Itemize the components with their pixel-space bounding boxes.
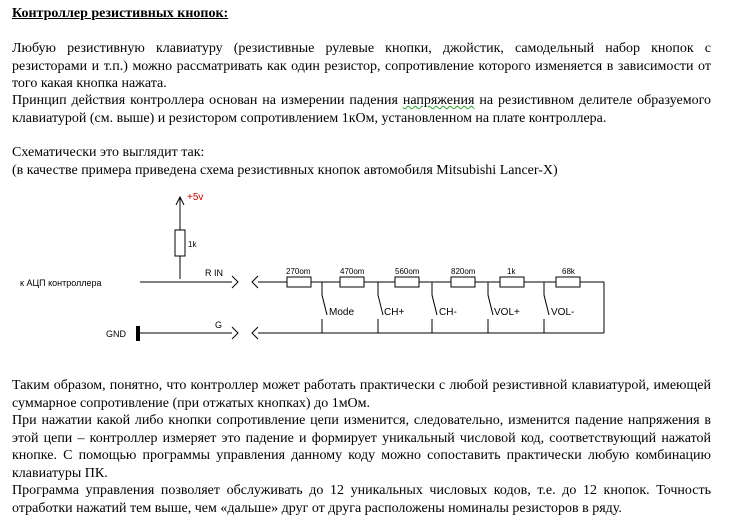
button-label: CH+: [384, 307, 405, 318]
resistor-label: 1k: [507, 267, 516, 276]
switch-mode: [322, 282, 327, 333]
conclusion-paragraph-3: Программа управления позволяет обслуживать до 12 уникальных числовых кодов, т.е. до 12 кнопок. Точность отработки нажатий тем выше, чем «дальше» друг от друга расположены номиналы резисторов в ряду.: [12, 483, 711, 516]
resistor-label: 820om: [451, 267, 476, 276]
resistor-270om: [287, 277, 311, 287]
principle-highlight: напряжения: [402, 93, 475, 108]
gnd-label: GND: [106, 329, 126, 339]
conclusion-paragraph-2: При нажатии какой либо кнопки сопротивление цепи изменится, следовательно, изменится падение напряжения в этой цепи – контроллер измеряет это падение и формирует уникальный числовой код, соответствующий нажатой кнопке. С помощью программы управления данному коду можно сопоставить практически любую комбинацию клавиатуры ПК.: [12, 413, 711, 481]
resistive-buttons-schematic: [0, 185, 729, 375]
resistor-470om: [340, 277, 364, 287]
button-label: VOL-: [551, 307, 575, 318]
resistor-label: 68k: [562, 267, 575, 276]
gnd-plate: [136, 326, 140, 341]
switch-vol-plus: [488, 282, 493, 333]
resistor-1k: [500, 277, 524, 287]
adc-label: к АЦП контроллера: [20, 278, 102, 288]
g-terminal-right: [252, 327, 258, 339]
resistor-820om: [451, 277, 475, 287]
principle-paragraph: [12, 92, 711, 127]
button-label: VOL+: [494, 307, 520, 318]
rin-terminal: [232, 276, 238, 288]
schematic-intro: Схематически это выглядит так:: [12, 145, 205, 160]
resistor-label: 560om: [395, 267, 420, 276]
schematic-example: (в качестве примера приведена схема резистивных кнопок автомобиля Mitsubishi Lancer-X): [12, 163, 558, 178]
rin-terminal-right: [252, 276, 258, 288]
principle-text-before: Принцип действия контроллера основан на измерении падения: [12, 93, 403, 108]
switch-ch-minus: [432, 282, 437, 333]
button-label: CH-: [439, 307, 457, 318]
g-terminal: [232, 327, 238, 339]
pullup-resistor: [175, 230, 185, 256]
document-title: Контроллер резистивных кнопок:: [12, 6, 229, 21]
supply-label: +5v: [187, 192, 204, 203]
switch-ch-plus: [378, 282, 383, 333]
switch-vol-minus: [544, 282, 549, 333]
resistor-label: 270om: [286, 267, 311, 276]
principle-text-after: на резистивном делителе образуемого клавиатурой (см. выше) и резистором сопротивлением 1кОм, установленном на плате контроллера.: [12, 93, 712, 126]
button-label: Mode: [329, 307, 355, 318]
resistor-68k: [556, 277, 580, 287]
intro-paragraph: Любую резистивную клавиатуру (резистивные рулевые кнопки, джойстик, самодельный набор кнопок с резисторами и т.п.) можно рассматривать как один резистор, сопротивление которого изменяется в зависимости от того какая кнопка нажата.: [12, 41, 711, 91]
pullup-label: 1k: [188, 240, 197, 249]
resistor-label: 470om: [340, 267, 365, 276]
resistor-560om: [395, 277, 419, 287]
conclusion-paragraph-1: Таким образом, понятно, что контроллер может работать практически с любой резистивной клавиатурой, имеющей суммарное сопротивление (при отжатых кнопках) до 1мОм.: [12, 378, 711, 411]
rin-label: R IN: [205, 268, 223, 278]
g-label: G: [215, 320, 223, 330]
